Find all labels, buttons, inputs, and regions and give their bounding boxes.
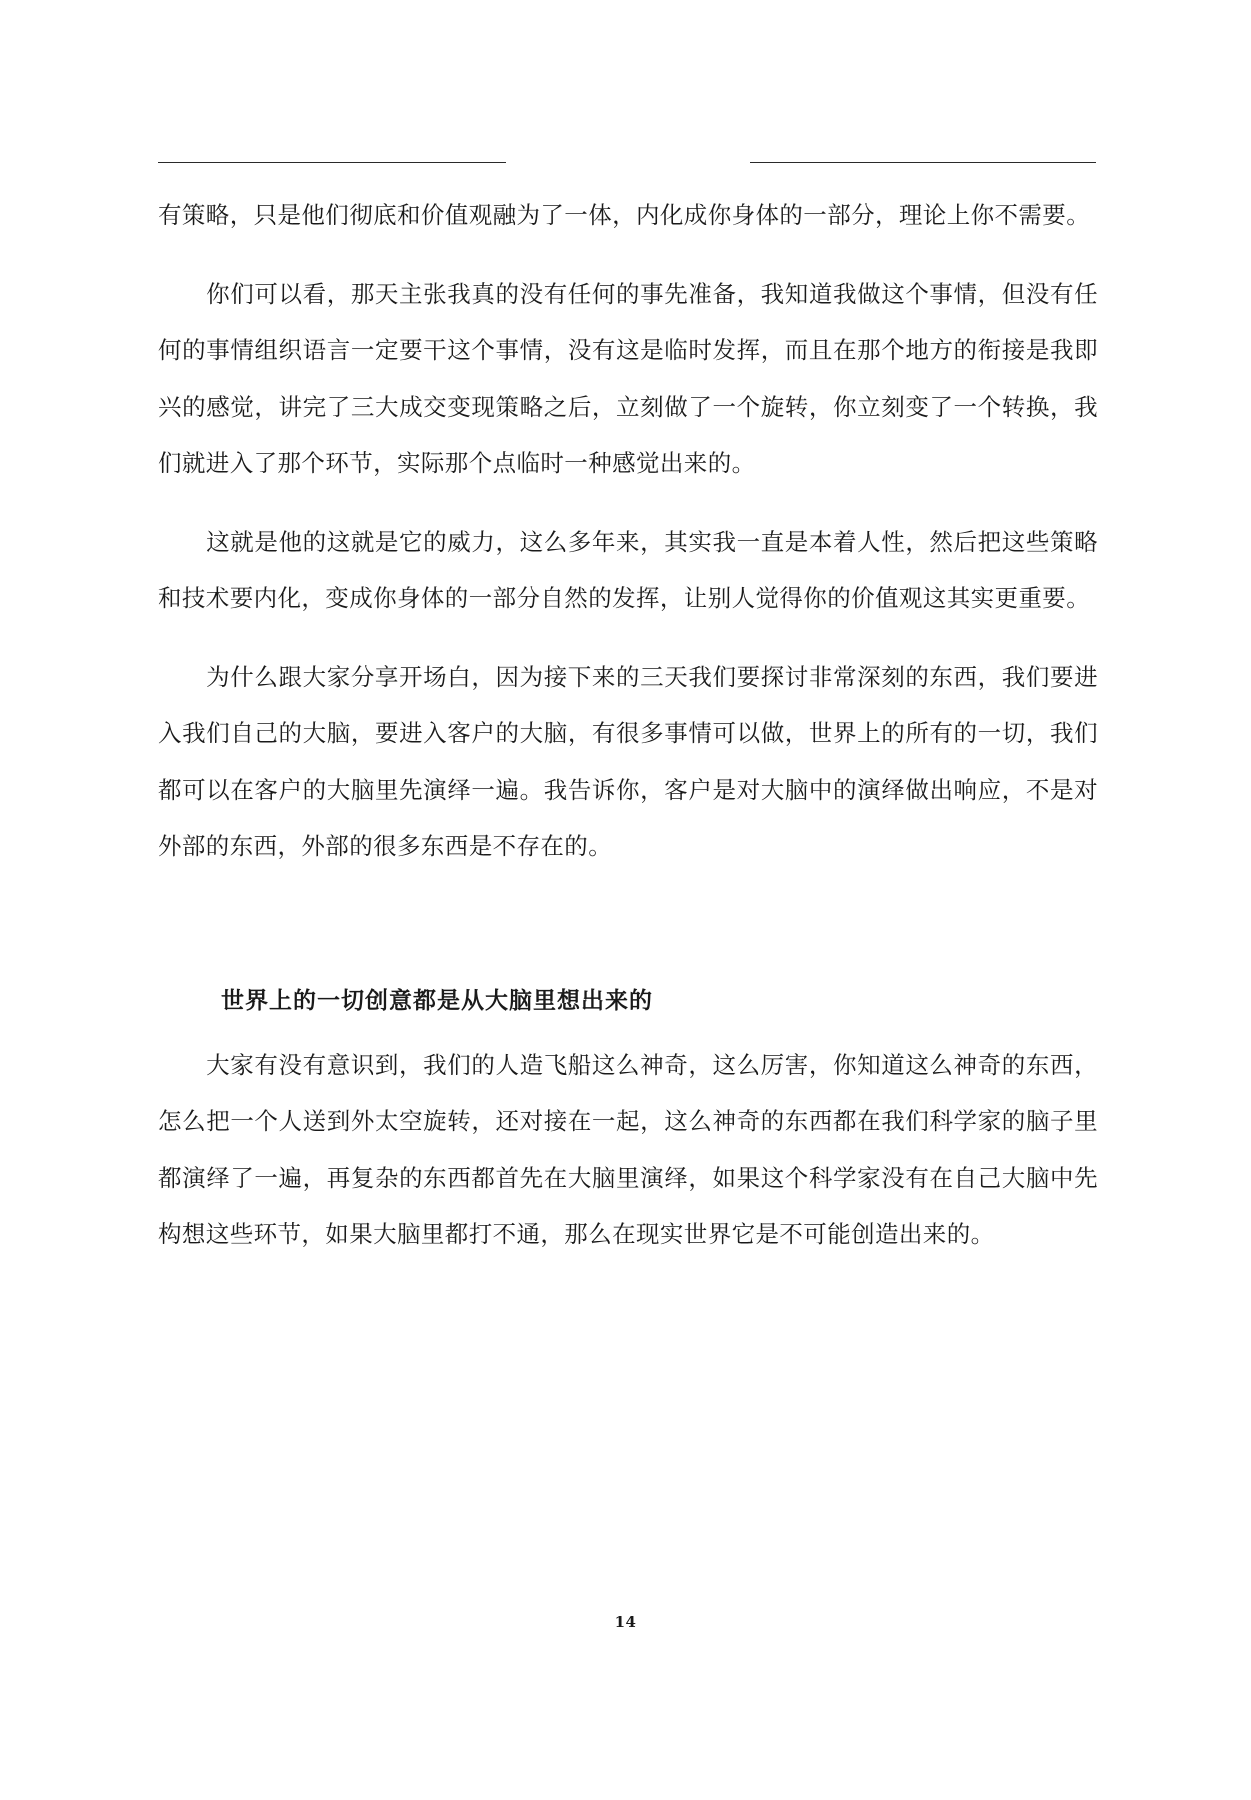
page-number: 14 (614, 1613, 637, 1631)
paragraph: 这就是他的这就是它的威力，这么多年来，其实我一直是本着人性，然后把这些策略和技术要内化，变成你身体的一部分自然的发挥，让别人觉得你的价值观这其实更重要。 (158, 527, 1098, 612)
paragraph: 大家有没有意识到，我们的人造飞船这么神奇，这么厉害，你知道这么神奇的东西，怎么把一个人送到外太空旋转，还对接在一起，这么神奇的东西都在我们科学家的脑子里都演绎了一遍，再复杂的东西都首先在大脑里演绎，如果这个科学家没有在自己大脑中先构想这些环节，如果大脑里都打不通，那么在现实世界它是不可能创造出来的。 (158, 1050, 1098, 1248)
paragraph-continued: 有策略，只是他们彻底和价值观融为了一体，内化成你身体的一部分，理论上你不需要。 (158, 201, 1091, 229)
paragraph: 为什么跟大家分享开场白，因为接下来的三天我们要探讨非常深刻的东西，我们要进入我们自己的大脑，要进入客户的大脑，有很多事情可以做，世界上的所有的一切，我们都可以在客户的大脑里先演绎一遍。我告诉你，客户是对大脑中的演绎做出响应，不是对外部的东西，外部的很多东西是不存在的。 (158, 662, 1098, 860)
page-body (158, 187, 1098, 1263)
header-rule-left (158, 162, 506, 163)
paragraph: 你们可以看，那天主张我真的没有任何的事先准备，我知道我做这个事情，但没有任何的事情组织语言一定要干这个事情，没有这是临时发挥，而且在那个地方的衔接是我即兴的感觉，讲完了三大成交变现策略之后，立刻做了一个旋转，你立刻变了一个转换，我们就进入了那个环节，实际那个点临时一种感觉出来的。 (158, 279, 1098, 477)
header-rule-right (750, 162, 1096, 163)
section-heading: 世界上的一切创意都是从大脑里想出来的 (221, 987, 653, 1014)
